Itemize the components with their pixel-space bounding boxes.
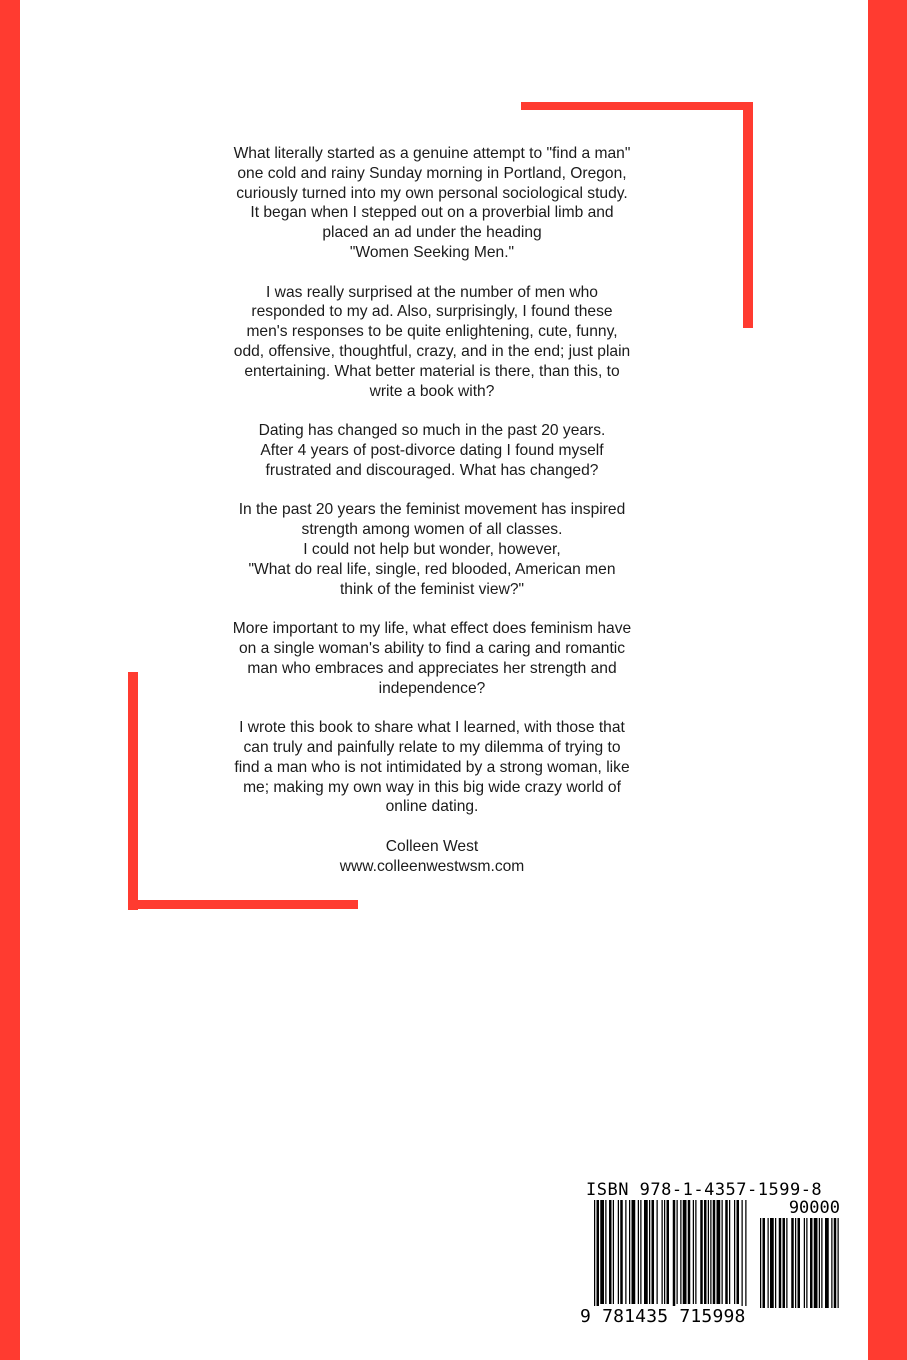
addon-barcode-bar: [770, 1218, 774, 1308]
blurb-line: find a man who is not intimidated by a strong woman, like: [234, 758, 630, 776]
blurb-paragraph: [130, 718, 734, 817]
blurb-line: can truly and painfully relate to my dilemma of trying to: [243, 738, 621, 756]
addon-barcode-bar: [795, 1218, 796, 1308]
barcode-bar: [704, 1200, 707, 1304]
barcode-bar: [693, 1200, 694, 1304]
blurb-line: It began when I stepped out on a proverbial limb and: [250, 204, 614, 222]
addon-barcode-bar: [760, 1218, 761, 1308]
barcode-bar: [667, 1200, 670, 1304]
addon-barcode-bar: [783, 1218, 786, 1308]
back-cover-blurb: [130, 144, 734, 896]
blurb-line: one cold and rainy Sunday morning in Portland, Oregon,: [237, 164, 627, 182]
barcode-bar: [644, 1200, 648, 1304]
barcode-bar: [613, 1200, 614, 1304]
blurb-paragraph: [130, 500, 734, 599]
barcode-bar: [664, 1200, 665, 1304]
barcode-bar: [625, 1200, 626, 1304]
barcode-bar: [713, 1200, 716, 1304]
blurb-line: strength among women of all classes.: [301, 521, 563, 539]
blurb-line: independence?: [378, 679, 486, 697]
barcode-bar: [597, 1200, 600, 1308]
barcode-bar: [688, 1200, 691, 1304]
blurb-line: What literally started as a genuine attempt to "find a man": [233, 145, 631, 162]
barcode-bar: [695, 1200, 696, 1304]
barcode-bar: [673, 1200, 676, 1308]
barcode-bar: [710, 1200, 711, 1304]
barcode-bar: [600, 1200, 604, 1304]
blurb-line: odd, offensive, thoughtful, crazy, and in the end; just plain: [233, 342, 631, 360]
blurb-line: www.colleenwestwsm.com: [339, 857, 525, 875]
addon-barcode-bar: [798, 1218, 801, 1308]
blurb-line: write a book with?: [369, 382, 495, 400]
blurb-line: More important to my life, what effect does feminism have: [232, 620, 632, 638]
addon-barcode-bar: [779, 1218, 782, 1308]
addon-barcode-bar: [810, 1218, 813, 1308]
blurb-line: I wrote this book to share what I learned, with those that: [239, 719, 625, 737]
barcode-bar: [677, 1200, 678, 1304]
barcode-bar: [717, 1200, 721, 1304]
addon-barcode-bar: [791, 1218, 794, 1308]
addon-barcode-bar: [821, 1218, 822, 1308]
addon-barcode-bar: [763, 1218, 766, 1308]
blurb-line: "Women Seeking Men.": [349, 243, 515, 261]
blurb-line: curiously turned into my own personal sociological study.: [236, 184, 628, 202]
blurb-paragraph: [130, 144, 734, 263]
barcode-bar: [629, 1200, 630, 1304]
barcode-bar: [737, 1200, 740, 1304]
blurb-line: I could not help but wonder, however,: [303, 540, 561, 558]
addon-barcode-bar: [786, 1218, 787, 1308]
ean-digits: 9 781435 715998: [580, 1306, 750, 1327]
addon-barcode-bar: [804, 1218, 805, 1308]
blurb-line: frustrated and discouraged. What has changed?: [265, 461, 599, 479]
addon-barcode-bar: [834, 1218, 837, 1308]
blurb-line: man who embraces and appreciates her strength and: [247, 659, 617, 677]
barcode-bar: [638, 1200, 639, 1304]
barcode-bar: [708, 1200, 709, 1304]
blurb-line: online dating.: [385, 798, 479, 816]
blurb-line: I was really surprised at the number of men who: [266, 283, 598, 301]
right-red-border: [868, 0, 907, 1360]
addon-barcode-bar: [838, 1218, 839, 1308]
isbn-label: ISBN 978-1-4357-1599-8: [586, 1180, 823, 1200]
blurb-line: responded to my ad. Also, surprisingly, I found these: [251, 303, 613, 321]
barcode-bar: [594, 1200, 595, 1308]
blurb-line: on a single woman's ability to find a caring and romantic: [238, 639, 626, 657]
blurb-line: In the past 20 years the feminist movement has inspired: [238, 501, 626, 519]
barcode-bar: [620, 1200, 623, 1304]
blurb-paragraph: [130, 421, 734, 480]
barcode-bar: [725, 1200, 728, 1304]
blurb-line: After 4 years of post-divorce dating I found myself: [260, 441, 604, 459]
barcode-bar: [683, 1200, 687, 1304]
blurb-line: entertaining. What better material is there, than this, to: [244, 362, 620, 380]
blurb-line: placed an ad under the heading: [322, 224, 542, 242]
barcode-bar: [680, 1200, 681, 1304]
barcode-bar: [632, 1200, 636, 1304]
blurb-line: "What do real life, single, red blooded, American men: [248, 560, 616, 578]
top-right-bracket-horizontal: [521, 102, 753, 110]
barcode-bar: [745, 1200, 746, 1308]
barcode-bar: [700, 1200, 703, 1304]
addon-barcode-bar: [806, 1218, 807, 1308]
addon-barcode-bar: [825, 1218, 829, 1308]
barcode-bar: [609, 1200, 612, 1304]
barcode-bar: [742, 1200, 743, 1308]
barcode-bar: [652, 1200, 655, 1304]
barcode-bar: [662, 1200, 663, 1304]
price-code: 90000: [788, 1198, 840, 1218]
barcode-image: [580, 1200, 840, 1308]
addon-barcode-bar: [814, 1218, 818, 1308]
addon-barcode-bar: [831, 1218, 832, 1308]
blurb-line: me; making my own way in this big wide crazy world of: [243, 778, 621, 796]
barcode-bar: [649, 1200, 650, 1304]
blurb-line: Dating has changed so much in the past 20 years.: [258, 422, 606, 440]
barcode-bar: [722, 1200, 723, 1304]
blurb-line: think of the feminist view?": [339, 580, 525, 598]
left-red-border: [0, 0, 20, 1360]
blurb-paragraph: [130, 283, 734, 402]
barcode-bar: [640, 1200, 641, 1304]
blurb-paragraph: [130, 837, 734, 877]
barcode-bar: [605, 1200, 606, 1304]
addon-barcode-bar: [819, 1218, 820, 1308]
isbn-barcode-block: [580, 1180, 840, 1330]
barcode-bar: [734, 1200, 735, 1304]
barcode-bar: [618, 1200, 619, 1304]
top-right-bracket-vertical: [743, 102, 753, 328]
blurb-paragraph: [130, 619, 734, 698]
blurb-line: Colleen West: [385, 837, 479, 855]
addon-barcode-bar: [775, 1218, 776, 1308]
barcode-bar: [729, 1200, 730, 1304]
bottom-left-bracket-horizontal: [128, 900, 358, 909]
addon-barcode-bar: [768, 1218, 769, 1308]
blurb-line: men's responses to be quite enlightening, cute, funny,: [246, 323, 618, 341]
barcode-bar: [657, 1200, 658, 1304]
